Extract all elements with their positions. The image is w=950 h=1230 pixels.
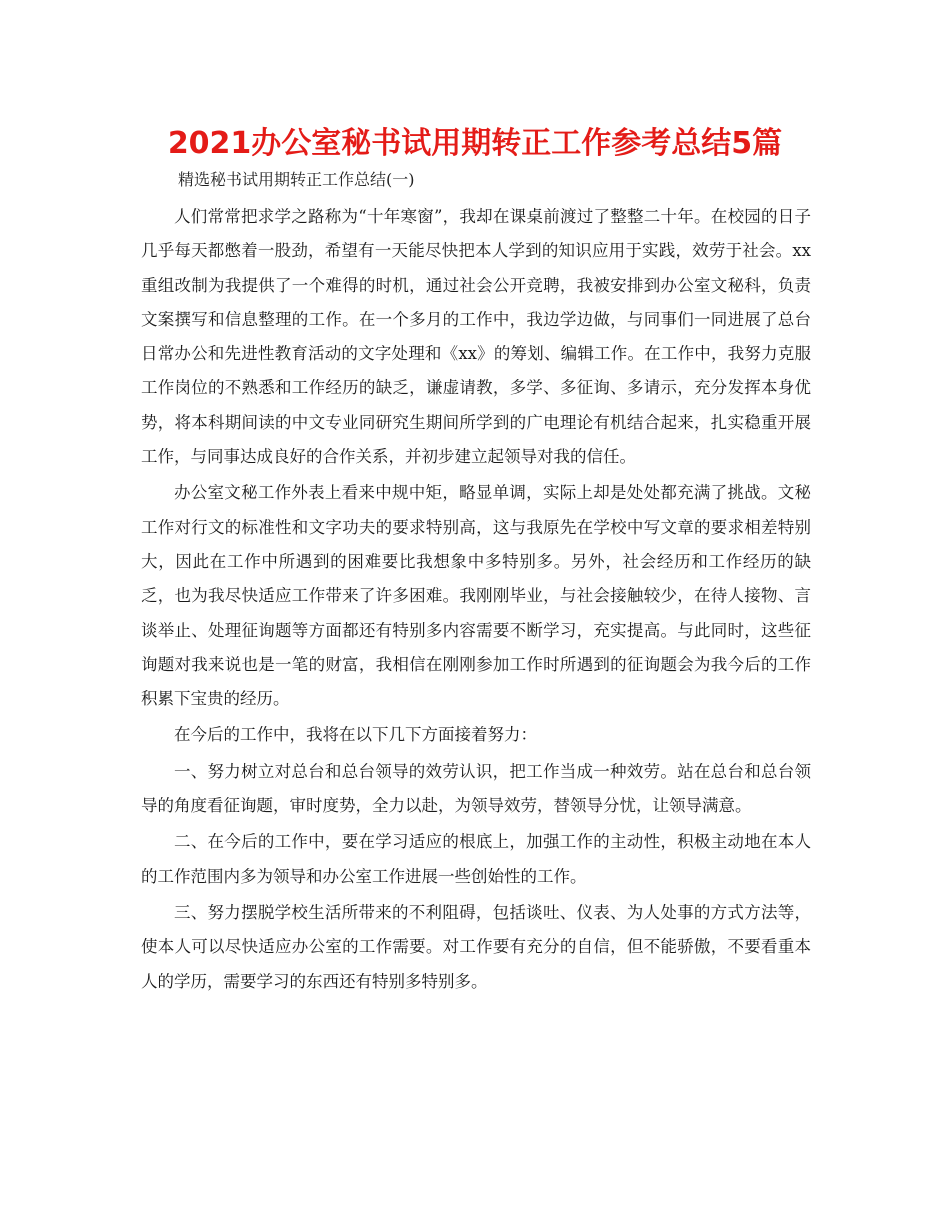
paragraph: 人们常常把求学之路称为“十年寒窗”，我却在课桌前渡过了整整二十年。在校园的日子几乎每天都憋着一股劲，希望有一天能尽快把本人学到的知识应用于实践，效劳于社会。xx重组改制为我提供了一个难得的时机，通过社会公开竞聘，我被安排到办公室文秘科，负责文案撰写和信息整理的工作。在一个多月的工作中，我边学边做，与同事们一同进展了总台日常办公和先进性教育活动的文字处理和《xx》的筹划、编辑工作。在工作中，我努力克服工作岗位的不熟悉和工作经历的缺乏，谦虚请教，多学、多征询、多请示，充分发挥本身优势，将本科期间读的中文专业同研究生期间所学到的广电理论有机结合起来，扎实稳重开展工作，与同事达成良好的合作关系，并初步建立起领导对我的信任。 — [141, 207, 811, 467]
paragraph: 办公室文秘工作外表上看来中规中矩，略显单调，实际上却是处处都充满了挑战。文秘工作对行文的标准性和文字功夫的要求特别高，这与我原先在学校中写文章的要求相差特别大，因此在工作中所遇到的困难要比我想象中多特别多。另外，社会经历和工作经历的缺乏，也为我尽快适应工作带来了许多困难。我刚刚毕业，与社会接触较少，在待人接物、言谈举止、处理征询题等方面都还有特别多内容需要不断学习，充实提高。与此同时，这些征询题对我来说也是一笔的财富，我相信在刚刚参加工作时所遇到的征询题会为我今后的工作积累下宝贵的经历。 — [141, 483, 811, 709]
paragraph: 二、在今后的工作中，要在学习适应的根底上，加强工作的主动性，积极主动地在本人的工作范围内多为领导和办公室工作进展一些创始性的工作。 — [141, 832, 811, 886]
paragraph: 三、努力摆脱学校生活所带来的不利阻碍，包括谈吐、仪表、为人处事的方式方法等，使本人可以尽快适应办公室的工作需要。对工作要有充分的自信，但不能骄傲，不要看重本人的学历，需要学习的东西还有特别多特别多。 — [141, 902, 811, 991]
document-title: 2021办公室秘书试用期转正工作参考总结5篇 — [167, 126, 783, 161]
section-subtitle: 精选秘书试用期转正工作总结(一) — [178, 170, 415, 189]
paragraph: 一、努力树立对总台和总台领导的效劳认识，把工作当成一种效劳。站在总台和总台领导的角度看征询题，审时度势，全力以赴，为领导效劳，替领导分忧，让领导满意。 — [141, 761, 811, 816]
document-body — [141, 200, 811, 1001]
paragraph: 在今后的工作中，我将在以下几下方面接着努力： — [174, 725, 537, 745]
